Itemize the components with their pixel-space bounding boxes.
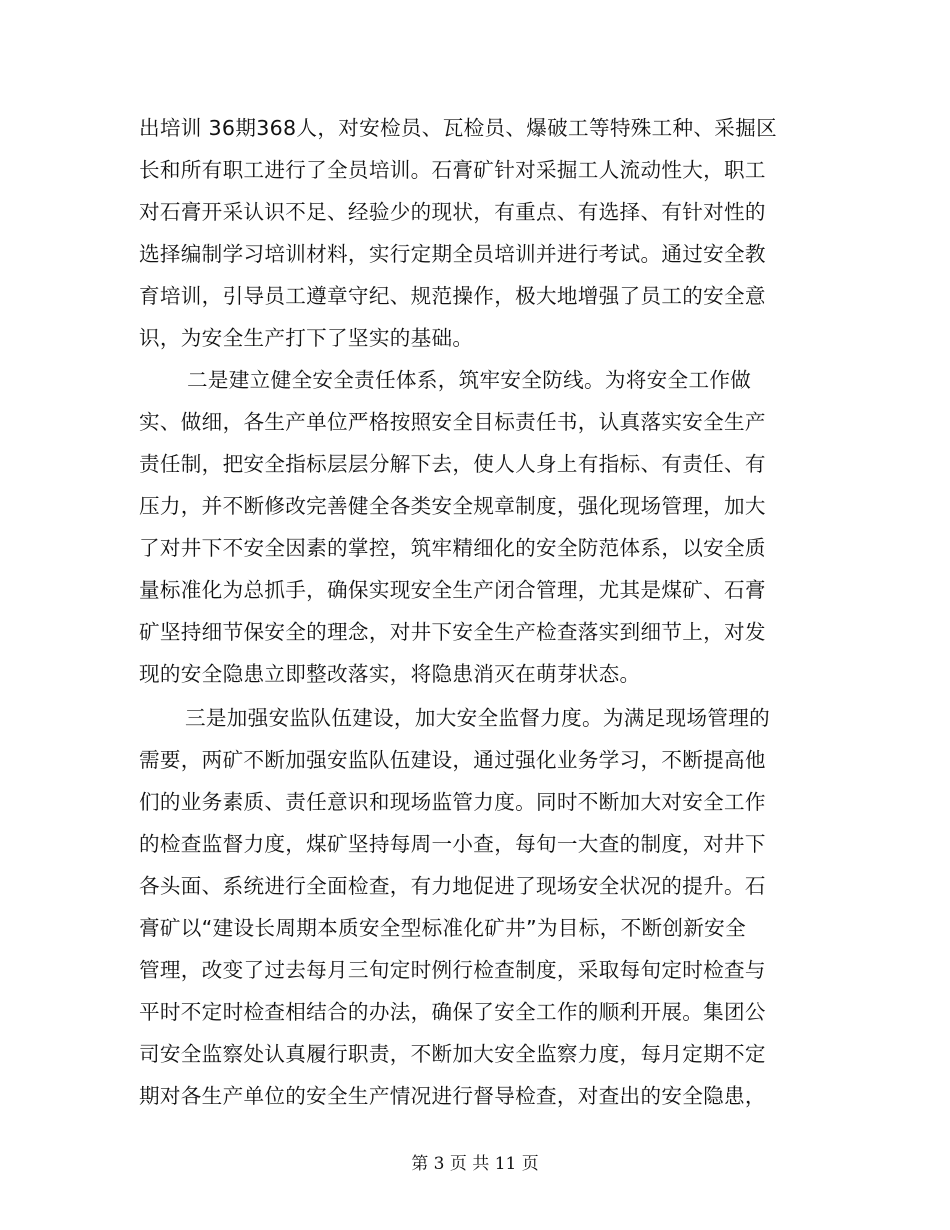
paragraph-2-first-line: 二是建立健全安全责任体系，筑牢安全防线。为将安全工作做 <box>187 368 752 392</box>
text-line-10: 压力，并不断修改完善健全各类安全规章制度，强化现场管理，加大 <box>139 494 766 518</box>
page-number-footer: 第 3 页 共 11 页 <box>411 1154 539 1174</box>
text-line-1: 出培训 36期368人，对安检员、瓦检员、爆破工等特殊工种、采掘区 <box>139 116 777 140</box>
text-line-17: 们的业务素质、责任意识和现场监管力度。同时不断加大对安全工作 <box>139 790 766 814</box>
text-line-3: 对石膏开采认识不足、经验少的现状，有重点、有选择、有针对性的 <box>139 200 766 224</box>
text-line-11: 了对井下不安全因素的掌控，筑牢精细化的安全防范体系，以安全质 <box>139 536 766 560</box>
text-line-18: 的检查监督力度，煤矿坚持每周一小查，每旬一大查的制度，对井下 <box>139 832 766 856</box>
text-line-13: 矿坚持细节保安全的理念，对井下安全生产检查落实到细节上，对发 <box>139 620 766 644</box>
text-line-9: 责任制，把安全指标层层分解下去，使人人身上有指标、有责任、有 <box>139 452 766 476</box>
text-line-22: 平时不定时检查相结合的办法，确保了安全工作的顺利开展。集团公 <box>139 1000 766 1024</box>
text-line-6: 识，为安全生产打下了坚实的基础。 <box>139 326 474 350</box>
text-line-12: 量标准化为总抓手，确保实现安全生产闭合管理，尤其是煤矿、石膏 <box>139 578 766 602</box>
text-line-5: 育培训，引导员工遵章守纪、规范操作，极大地增强了员工的安全意 <box>139 284 766 308</box>
text-line-8: 实、做细，各生产单位严格按照安全目标责任书，认真落实安全生产 <box>139 410 766 434</box>
text-line-20: 膏矿以“建设长周期本质安全型标准化矿井”为目标，不断创新安全 <box>139 916 746 940</box>
text-line-4: 选择编制学习培训材料，实行定期全员培训并进行考试。通过安全教 <box>139 242 766 266</box>
text-line-23: 司安全监察处认真履行职责，不断加大安全监察力度，每月定期不定 <box>139 1042 766 1066</box>
text-line-24: 期对各生产单位的安全生产情况进行督导检查，对查出的安全隐患， <box>139 1084 766 1108</box>
text-line-19: 各头面、系统进行全面检查，有力地促进了现场安全状况的提升。石 <box>139 874 766 898</box>
text-line-16: 需要，两矿不断加强安监队伍建设，通过强化业务学习，不断提高他 <box>139 748 766 772</box>
text-line-21: 管理，改变了过去每月三旬定时例行检查制度，采取每旬定时检查与 <box>139 958 766 982</box>
text-line-2: 长和所有职工进行了全员培训。石膏矿针对采掘工人流动性大，职工 <box>139 158 766 182</box>
paragraph-3-first-line: 三是加强安监队伍建设，加大安全监督力度。为满足现场管理的 <box>185 706 771 730</box>
text-line-14: 现的安全隐患立即整改落实，将隐患消灭在萌芽状态。 <box>139 662 641 686</box>
